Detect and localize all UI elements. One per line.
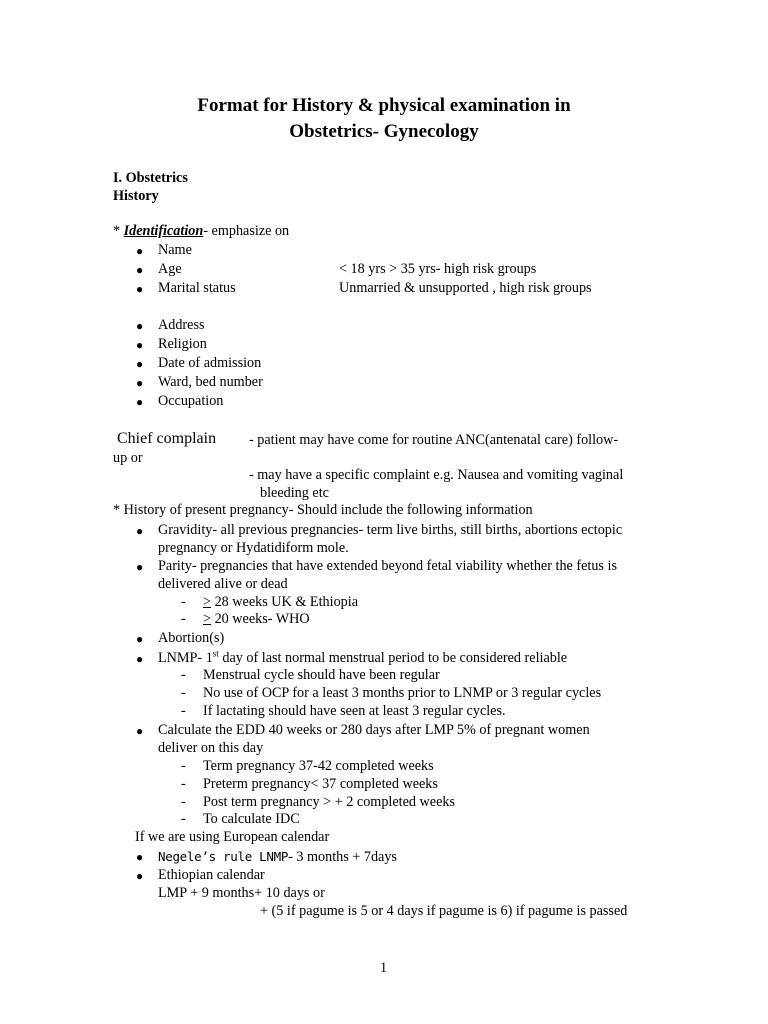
- parity-sub-1: [203, 594, 358, 611]
- edd-sub-3: Post term pregnancy > + 2 completed weeks: [203, 794, 456, 810]
- identification-prefix: *: [113, 223, 124, 239]
- bullet-icon: ●: [136, 724, 144, 738]
- bullet-icon: ●: [136, 263, 144, 277]
- dash-marker: -: [181, 811, 186, 827]
- bullet-icon: ●: [136, 560, 144, 574]
- gte-symbol: >: [203, 611, 212, 627]
- identification-label: Identification: [123, 223, 204, 239]
- document-title-line-1: Format for History & physical examination in: [197, 95, 571, 116]
- chief-complain-line-2: - may have a specific complaint e.g. Nausea and vomiting vaginal: [249, 467, 624, 483]
- lnmp-sup: st: [212, 648, 219, 659]
- bullet-icon: ●: [136, 338, 144, 352]
- bullet-icon: ●: [136, 395, 144, 409]
- list-item-occupation: Occupation: [158, 393, 224, 409]
- negele-rule-label: Negele’s rule LNMP: [158, 849, 289, 864]
- list-item-religion: Religion: [158, 336, 207, 352]
- lnmp-post: day of last normal menstrual period to be considered reliable: [218, 650, 568, 666]
- hpp-heading: * History of present pregnancy- Should include the following information: [113, 502, 533, 518]
- bullet-icon: ●: [136, 376, 144, 390]
- lnmp-sub-3: If lactating should have seen at least 3 regular cycles.: [203, 703, 506, 719]
- chief-complain-line-2-cont: bleeding etc: [260, 485, 329, 501]
- marital-status-note: Unmarried & unsupported , high risk groups: [339, 280, 592, 296]
- bullet-icon: ●: [136, 524, 144, 538]
- lnmp-sub-1: Menstrual cycle should have been regular: [203, 667, 440, 683]
- identification-suffix: - emphasize on: [203, 223, 290, 239]
- bullet-icon: ●: [136, 652, 144, 666]
- edd-line-2: deliver on this day: [158, 740, 264, 756]
- negele-rule-item: [158, 848, 397, 866]
- chief-complain-label: Chief complain: [117, 430, 217, 447]
- lnmp-sub-2: No use of OCP for a least 3 months prior to LNMP or 3 regular cycles: [203, 685, 602, 701]
- parity-sub-2: [203, 611, 310, 628]
- gravidity-line-2: pregnancy or Hydatidiform mole.: [158, 540, 349, 556]
- edd-sub-4: To calculate IDC: [203, 811, 300, 827]
- parity-line-2: delivered alive or dead: [158, 576, 288, 592]
- lmp-formula-line: LMP + 9 months+ 10 days or: [158, 885, 325, 901]
- page-number: 1: [380, 960, 388, 976]
- list-item-address: Address: [158, 317, 205, 333]
- document-title-line-2: Obstetrics- Gynecology: [289, 121, 479, 142]
- bullet-icon: ●: [136, 850, 144, 864]
- bullet-icon: ●: [136, 319, 144, 333]
- bullet-icon: ●: [136, 357, 144, 371]
- dash-marker: -: [181, 776, 186, 792]
- chief-complain-line-1-cont: up or: [113, 450, 143, 466]
- list-item-name: Name: [158, 242, 192, 258]
- negele-rule-text: - 3 months + 7days: [288, 849, 397, 865]
- bullet-icon: ●: [136, 244, 144, 258]
- age-note: < 18 yrs > 35 yrs- high risk groups: [339, 261, 537, 277]
- lnmp-pre: LNMP- 1: [158, 650, 213, 666]
- dash-marker: -: [181, 758, 186, 774]
- dash-marker: -: [181, 794, 186, 810]
- abortion-item: Abortion(s): [158, 630, 225, 646]
- parity-sub-2-text: 20 weeks- WHO: [211, 611, 310, 627]
- chief-complain-line-1: - patient may have come for routine ANC(antenatal care) follow-: [249, 432, 619, 448]
- parity-sub-1-text: 28 weeks UK & Ethiopia: [211, 594, 358, 610]
- gravidity-line-1: Gravidity- all previous pregnancies- term live births, still births, abortions ectopic: [158, 522, 623, 538]
- edd-line-1: Calculate the EDD 40 weeks or 280 days after LMP 5% of pregnant women: [158, 722, 590, 738]
- list-item-age: Age: [158, 261, 182, 277]
- lnmp-item: [158, 650, 567, 667]
- list-item-date-of-admission: Date of admission: [158, 355, 262, 371]
- dash-marker: -: [181, 667, 186, 683]
- parity-line-1: Parity- pregnancies that have extended beyond fetal viability whether the fetus is: [158, 558, 617, 574]
- ethiopian-calendar-item: Ethiopian calendar: [158, 867, 265, 883]
- edd-sub-1: Term pregnancy 37-42 completed weeks: [203, 758, 434, 774]
- list-item-marital-status: Marital status: [158, 280, 236, 296]
- list-item-ward-bed: Ward, bed number: [158, 374, 263, 390]
- section-heading: I. Obstetrics: [113, 170, 188, 186]
- pagume-line: + (5 if pagume is 5 or 4 days if pagume is 6) if pagume is passed: [260, 903, 628, 919]
- gte-symbol: >: [203, 594, 212, 610]
- bullet-icon: ●: [136, 282, 144, 296]
- dash-marker: -: [181, 685, 186, 701]
- bullet-icon: ●: [136, 869, 144, 883]
- european-calendar-line: If we are using European calendar: [135, 829, 330, 845]
- identification-line: [113, 223, 289, 240]
- subsection-heading: History: [113, 188, 159, 204]
- dash-marker: -: [181, 594, 186, 610]
- edd-sub-2: Preterm pregnancy< 37 completed weeks: [203, 776, 438, 792]
- dash-marker: -: [181, 611, 186, 627]
- dash-marker: -: [181, 703, 186, 719]
- bullet-icon: ●: [136, 632, 144, 646]
